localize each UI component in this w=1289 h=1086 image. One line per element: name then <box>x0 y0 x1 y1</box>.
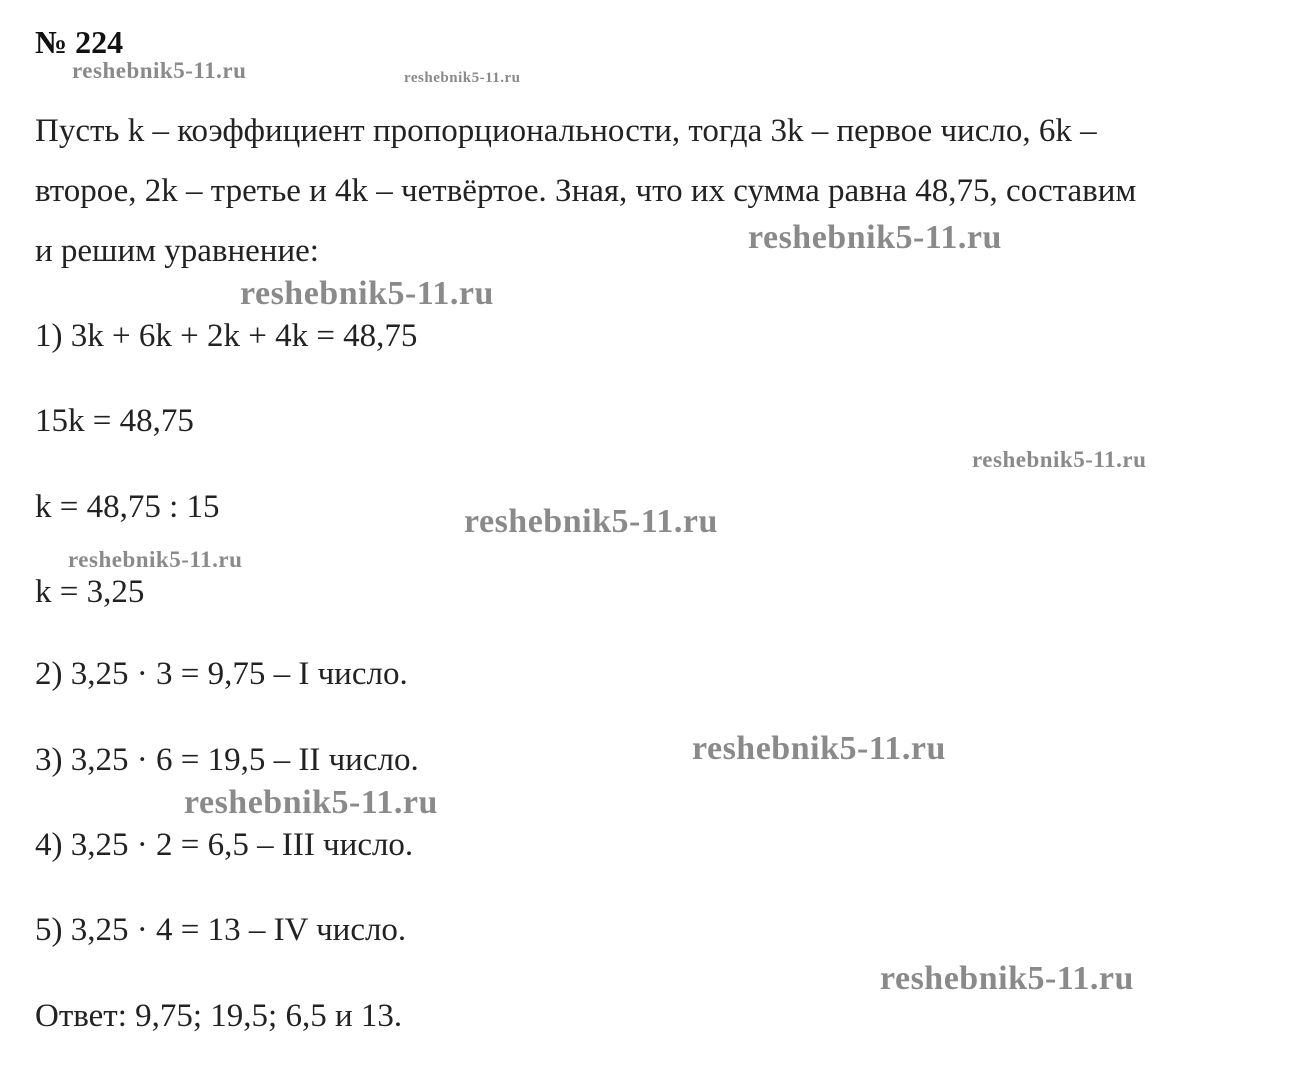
intro-line-2: второе, 2k – третье и 4k – четвёртое. Зная, что их сумма равна 48,75, составим <box>35 173 1137 209</box>
step-3: k = 48,75 : 15 <box>35 489 220 525</box>
watermark: reshebnik5-11.ru <box>240 275 494 312</box>
watermark: reshebnik5-11.ru <box>72 58 247 83</box>
watermark: reshebnik5-11.ru <box>184 784 438 821</box>
watermark: reshebnik5-11.ru <box>880 960 1134 997</box>
page-title: № 224 <box>35 24 124 60</box>
step-6: 3) 3,25 · 6 = 19,5 – II число. <box>35 742 419 778</box>
intro-line-1: Пусть k – коэффициент пропорциональности, тогда 3k – первое число, 6k – <box>35 113 1097 149</box>
watermark: reshebnik5-11.ru <box>464 503 718 540</box>
watermark: reshebnik5-11.ru <box>972 447 1147 472</box>
watermark: reshebnik5-11.ru <box>68 547 243 572</box>
step-5: 2) 3,25 · 3 = 9,75 – I число. <box>35 656 408 692</box>
watermark: reshebnik5-11.ru <box>692 730 946 767</box>
watermark: reshebnik5-11.ru <box>404 70 521 86</box>
step-2: 15k = 48,75 <box>35 403 194 439</box>
step-7: 4) 3,25 · 2 = 6,5 – III число. <box>35 827 414 863</box>
watermark: reshebnik5-11.ru <box>748 219 1002 256</box>
step-8: 5) 3,25 · 4 = 13 – IV число. <box>35 912 407 948</box>
step-4: k = 3,25 <box>35 574 145 610</box>
answer-line: Ответ: 9,75; 19,5; 6,5 и 13. <box>35 998 403 1034</box>
step-1: 1) 3k + 6k + 2k + 4k = 48,75 <box>35 318 418 354</box>
intro-line-3: и решим уравнение: <box>35 233 319 269</box>
